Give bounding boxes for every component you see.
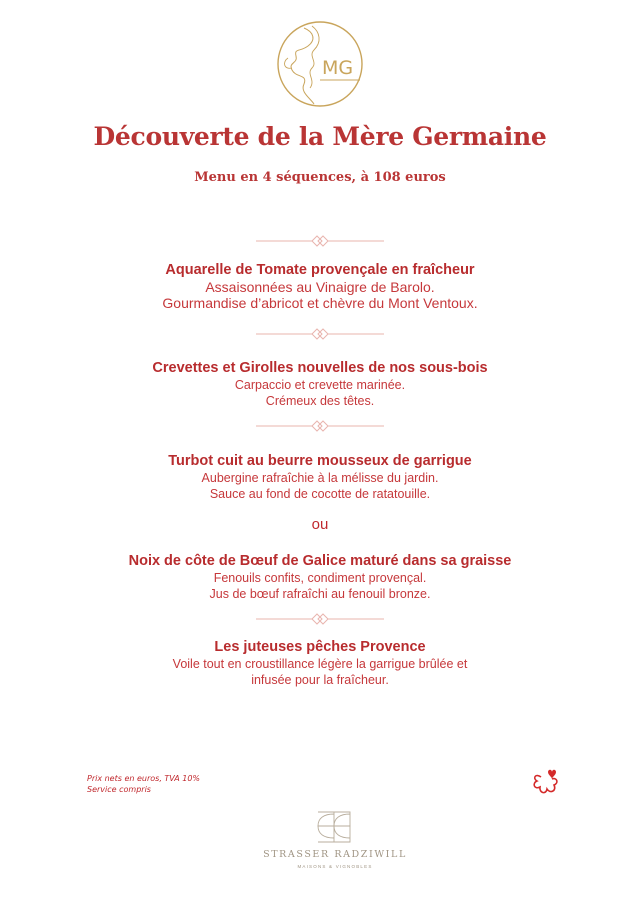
michelin-green-star-icon: [532, 768, 560, 798]
price-note: [87, 773, 200, 795]
course-name: Aquarelle de Tomate provençale en fraîcheur: [165, 262, 475, 278]
course-description-line: infusée pour la fraîcheur.: [251, 673, 389, 687]
course-name: Les juteuses pêches Provence: [214, 639, 426, 655]
menu-title: Découverte de la Mère Germaine: [93, 122, 547, 151]
course-description-line: Crémeux des têtes.: [265, 394, 375, 408]
ornament-divider: [256, 612, 384, 626]
ornament-divider: [256, 327, 384, 341]
choice-separator: ou: [311, 516, 329, 533]
menu-subtitle: Menu en 4 séquences, à 108 euros: [194, 170, 446, 185]
course-description-line: Gourmandise d’abricot et chèvre du Mont Ventoux.: [162, 295, 478, 311]
mg-monogram-logo: [274, 18, 366, 110]
course-name: Crevettes et Girolles nouvelles de nos sous-bois: [152, 360, 488, 376]
course-dessert: [0, 639, 640, 688]
course-name: Noix de côte de Bœuf de Galice maturé dans sa graisse: [128, 553, 512, 569]
ornament-divider: [256, 419, 384, 433]
course-description-line: Aubergine rafraîchie à la mélisse du jardin.: [201, 471, 439, 485]
course-second: [0, 360, 640, 409]
course-description-line: Carpaccio et crevette marinée.: [234, 378, 406, 392]
strasser-radziwill-monogram-icon: [314, 808, 354, 844]
course-main-fish: [0, 453, 640, 502]
brand-tagline: MAISONS & VIGNOBLES: [297, 864, 373, 869]
course-description-line: Fenouils confits, condiment provençal.: [213, 571, 427, 585]
price-note-line: Prix nets en euros, TVA 10%: [87, 774, 201, 783]
svg-text:MG: MG: [322, 57, 354, 79]
course-description-line: Assaisonnées au Vinaigre de Barolo.: [205, 279, 435, 295]
course-main-beef: [0, 553, 640, 602]
course-description-line: Sauce au fond de cocotte de ratatouille.: [209, 487, 431, 501]
brand-name: STRASSER RADZIWILL: [263, 849, 407, 860]
ornament-divider: [256, 234, 384, 248]
service-note-line: Service compris: [87, 785, 151, 794]
course-name: Turbot cuit au beurre mousseux de garrigue: [168, 453, 472, 469]
course-starter: [0, 262, 640, 311]
course-description-line: Jus de bœuf rafraîchi au fenouil bronze.: [209, 587, 431, 601]
course-description-line: Voile tout en croustillance légère la garrigue brûlée et: [172, 657, 468, 671]
